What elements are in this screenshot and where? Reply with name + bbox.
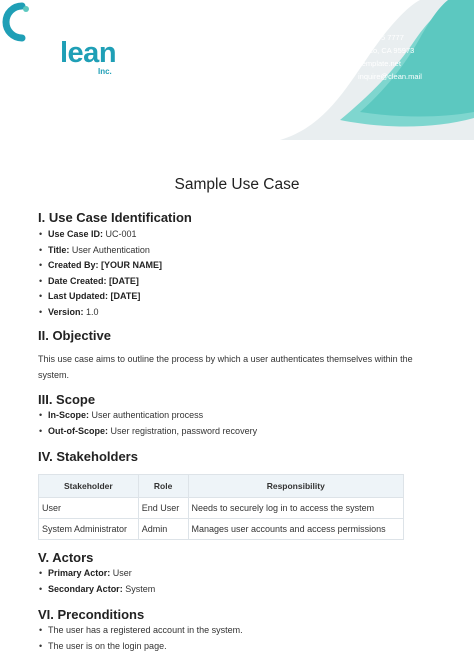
column-header: Role (138, 475, 188, 498)
table-row (39, 498, 404, 519)
contact-website: Template.net (358, 59, 401, 68)
list-item: • Version: 1.0 (48, 305, 438, 321)
table-cell: Admin (138, 519, 188, 540)
section-heading: II. Objective (38, 328, 111, 343)
contact-block (346, 31, 422, 83)
table-cell: End User (138, 498, 188, 519)
table-header-row (39, 475, 404, 498)
section-heading: III. Scope (38, 392, 96, 407)
list-item: • Primary Actor: User (48, 566, 438, 582)
list-item: • Secondary Actor: System (48, 582, 438, 598)
stakeholders-table (38, 474, 404, 540)
contact-address: Chico, CA 95973 (358, 46, 415, 55)
list-item: • Date Created: [DATE] (48, 274, 438, 290)
contact-phone: 222 555 7777 (358, 33, 404, 42)
column-header: Responsibility (188, 475, 404, 498)
list-item: • Title: User Authentication (48, 243, 438, 259)
list-item: • Out-of-Scope: User registration, password recovery (48, 424, 438, 440)
section-heading: I. Use Case Identification (38, 210, 192, 225)
column-header: Stakeholder (39, 475, 139, 498)
section-actors (38, 550, 438, 597)
list-item: • In-Scope: User authentication process (48, 408, 438, 424)
letterhead (0, 0, 474, 140)
table-cell: User (39, 498, 139, 519)
logo-subtext: Inc. (98, 67, 112, 76)
section-stakeholders (38, 449, 438, 540)
table-cell: System Administrator (39, 519, 139, 540)
list-item: • Use Case ID: UC-001 (48, 227, 438, 243)
table-cell: Needs to securely log in to access the system (188, 498, 404, 519)
list-item: • Created By: [YOUR NAME] (48, 258, 438, 274)
table-row (39, 519, 404, 540)
section-heading: VI. Preconditions (38, 607, 145, 622)
objective-text: This use case aims to outline the process by which a user authenticates themselves within the system. (38, 354, 413, 380)
section-objective (38, 328, 438, 383)
table-cell: Manages user accounts and access permissions (188, 519, 404, 540)
section-heading: V. Actors (38, 550, 94, 565)
section-preconditions (38, 607, 438, 654)
list-item: • The user is on the login page. (48, 639, 438, 655)
document-title: Sample Use Case (174, 176, 300, 193)
section-heading: IV. Stakeholders (38, 449, 138, 464)
document-body (38, 210, 438, 654)
list-item: • Last Updated: [DATE] (48, 289, 438, 305)
list-item: • The user has a registered account in the system. (48, 623, 438, 639)
section-scope (38, 392, 438, 439)
contact-email: inquire@clean.mail (358, 72, 422, 81)
logo-wordmark: lean (60, 37, 117, 69)
section-identification (38, 210, 438, 320)
